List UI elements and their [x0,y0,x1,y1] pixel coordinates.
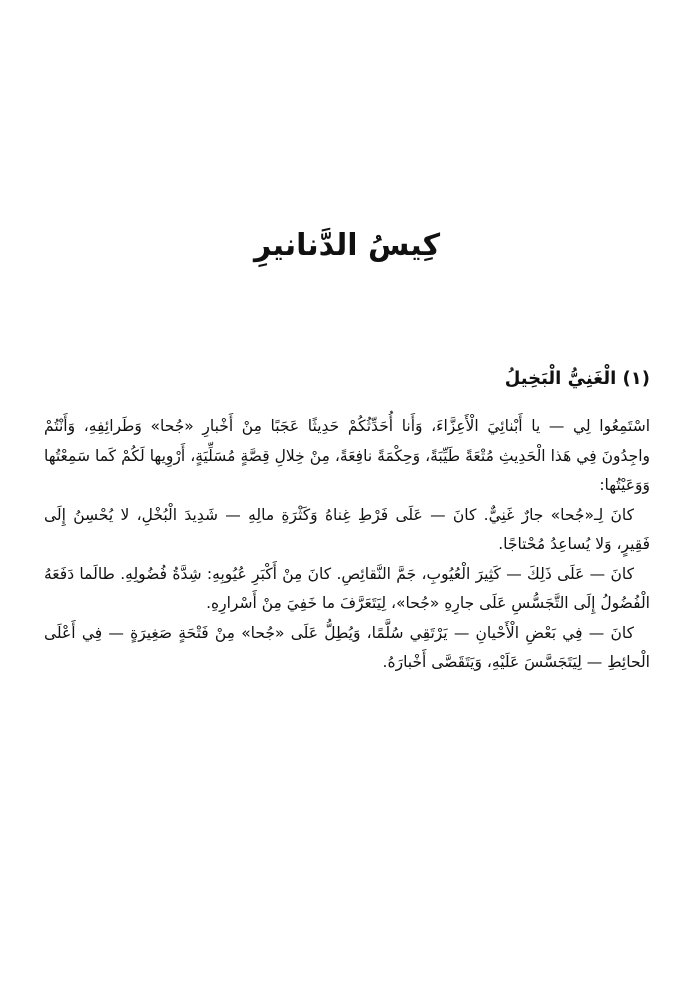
chapter-title: كِيسُ الدَّنانيرِ [253,228,441,263]
section-heading: (١) الْغَنِيُّ الْبَخِيلُ [504,368,650,389]
paragraph-intro: اسْتَمِعُوا لِي — يا أَبْنائِيَ الْأَعِزَّاءَ، وَأَنا أُحَدِّثُكُمْ حَدِيثًا عَجَبًا مِنْ أَخْبارِ «جُحا» وَطَرائِفِهِ، وَأَنْتُمْ واجِدُونَ فِي هَذا الْحَدِيثِ مُتْعَةً طَيِّبَةً، وَحِكْمَةً نافِعَةً، مِنْ خِلالِ قِصَّةٍ مُسَلِّيَةٍ، أَرْوِيها لَكُمْ كَما سَمِعْتُها وَوَعَيْتُها: [44,417,650,494]
paragraph-faults: كانَ — عَلَى ذَلِكَ — كَثِيرَ الْعُيُوبِ، جَمَّ النَّقائِصِ. كانَ مِنْ أَكْبَرِ عُيُوبِهِ: شِدَّةُ فُضُولِهِ. طالَما دَفَعَهُ الْفُضُولُ إِلَى التَّجَسُّسِ عَلَى جارِهِ «جُحا»، لِيَتَعَرَّفَ ما خَفِيَ مِنْ أَسْرارِهِ. [44,564,650,612]
paragraph-spying: كانَ — فِي بَعْضِ الْأَحْيانِ — يَرْتَقِي سُلَّمًا، وَيُطِلُّ عَلَى «جُحا» مِنْ فَتْحَةٍ صَغِيرَةٍ — فِي أَعْلَى الْحائِطِ — لِيَتَجَسَّسَ عَلَيْهِ، وَيَتَقَصَّى أَخْبارَهُ. [44,623,650,671]
paragraph-rich-neighbor: كانَ لِـ«جُحا» جارٌ غَنِيٌّ. كانَ — عَلَى فَرْطِ غِناهُ وَكَثْرَةِ مالِهِ — شَدِيدَ الْبُخْلِ، لا يُحْسِنُ إِلَى فَقِيرٍ، وَلا يُساعِدُ مُحْتاجًا. [44,505,650,553]
body-text [44,412,650,678]
